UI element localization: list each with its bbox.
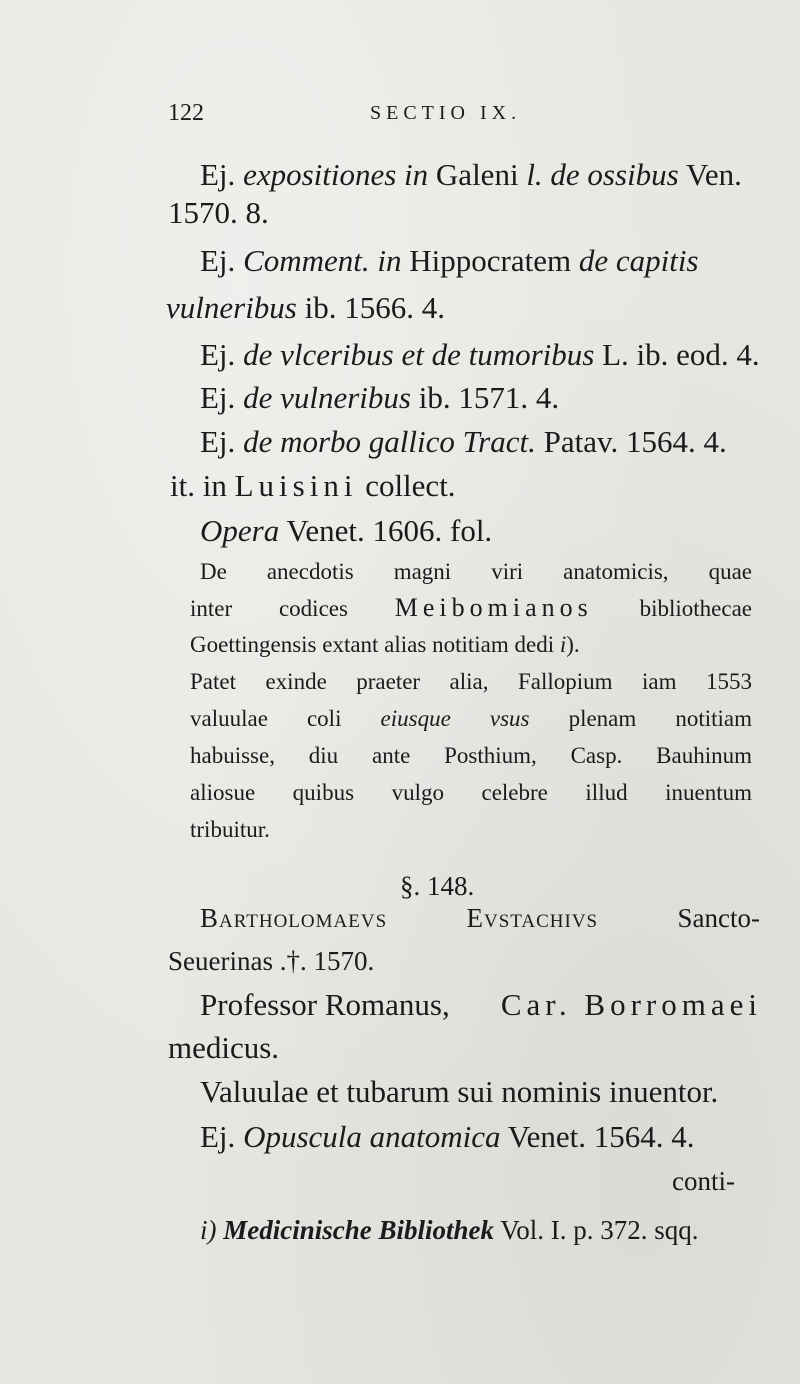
- entry-line-5: Valuulae et tubarum sui nominis inuentor.: [200, 1074, 719, 1109]
- para-line-3: Goettingensis extant alias notitiam dedi i).: [190, 632, 580, 657]
- entry-line-6: Ej. Opuscula anatomica Venet. 1564. 4.: [200, 1119, 695, 1154]
- para-line-7: aliosue quibus vulgo celebre illud inuentum: [190, 780, 752, 805]
- bib-line-7: Ej. de morbo gallico Tract. Patav. 1564. 4.: [200, 424, 727, 459]
- para-line-8: tribuitur.: [190, 817, 270, 842]
- page-number: 122: [168, 100, 204, 126]
- bib-line-4: vulneribus ib. 1566. 4.: [166, 290, 445, 325]
- entry-line-2: Seuerinas .†. 1570.: [168, 946, 375, 976]
- bib-line-8: it. in Luisini collect.: [170, 468, 456, 503]
- para-line-2: inter codices Meibomianos bibliothecae: [190, 593, 752, 622]
- bib-line-6: Ej. de vulneribus ib. 1571. 4.: [200, 380, 560, 415]
- footnote: i) Medicinische Bibliothek Vol. I. p. 372. sqq.: [200, 1215, 699, 1245]
- entry-author-line: Bartholomaevs Evstachivs Sancto-: [200, 903, 760, 933]
- para-line-4: Patet exinde praeter alia, Fallopium iam 1553: [190, 669, 752, 694]
- bib-line-5: Ej. de vlceribus et de tumoribus L. ib. eod. 4.: [200, 337, 760, 372]
- entry-line-4: medicus.: [168, 1030, 280, 1065]
- entry-line-3: Professor Romanus, Car. Borromaei: [200, 987, 762, 1022]
- section-number: §. 148.: [400, 871, 475, 901]
- para-line-6: habuisse, diu ante Posthium, Casp. Bauhinum: [190, 743, 752, 768]
- para-line-5: valuulae coli eiusque vsus plenam notitiam: [190, 706, 753, 731]
- running-head: SECTIO IX.: [370, 102, 522, 124]
- para-line-1: De anecdotis magni viri anatomicis, quae: [200, 559, 752, 584]
- bib-line-1: Ej. expositiones in Galeni l. de ossibus Ven.: [200, 157, 742, 192]
- bib-line-2: 1570. 8.: [168, 195, 269, 230]
- catchword: conti-: [672, 1166, 735, 1196]
- bib-line-9: Opera Venet. 1606. fol.: [200, 513, 493, 548]
- bib-line-3: Ej. Comment. in Hippocratem de capitis: [200, 243, 699, 278]
